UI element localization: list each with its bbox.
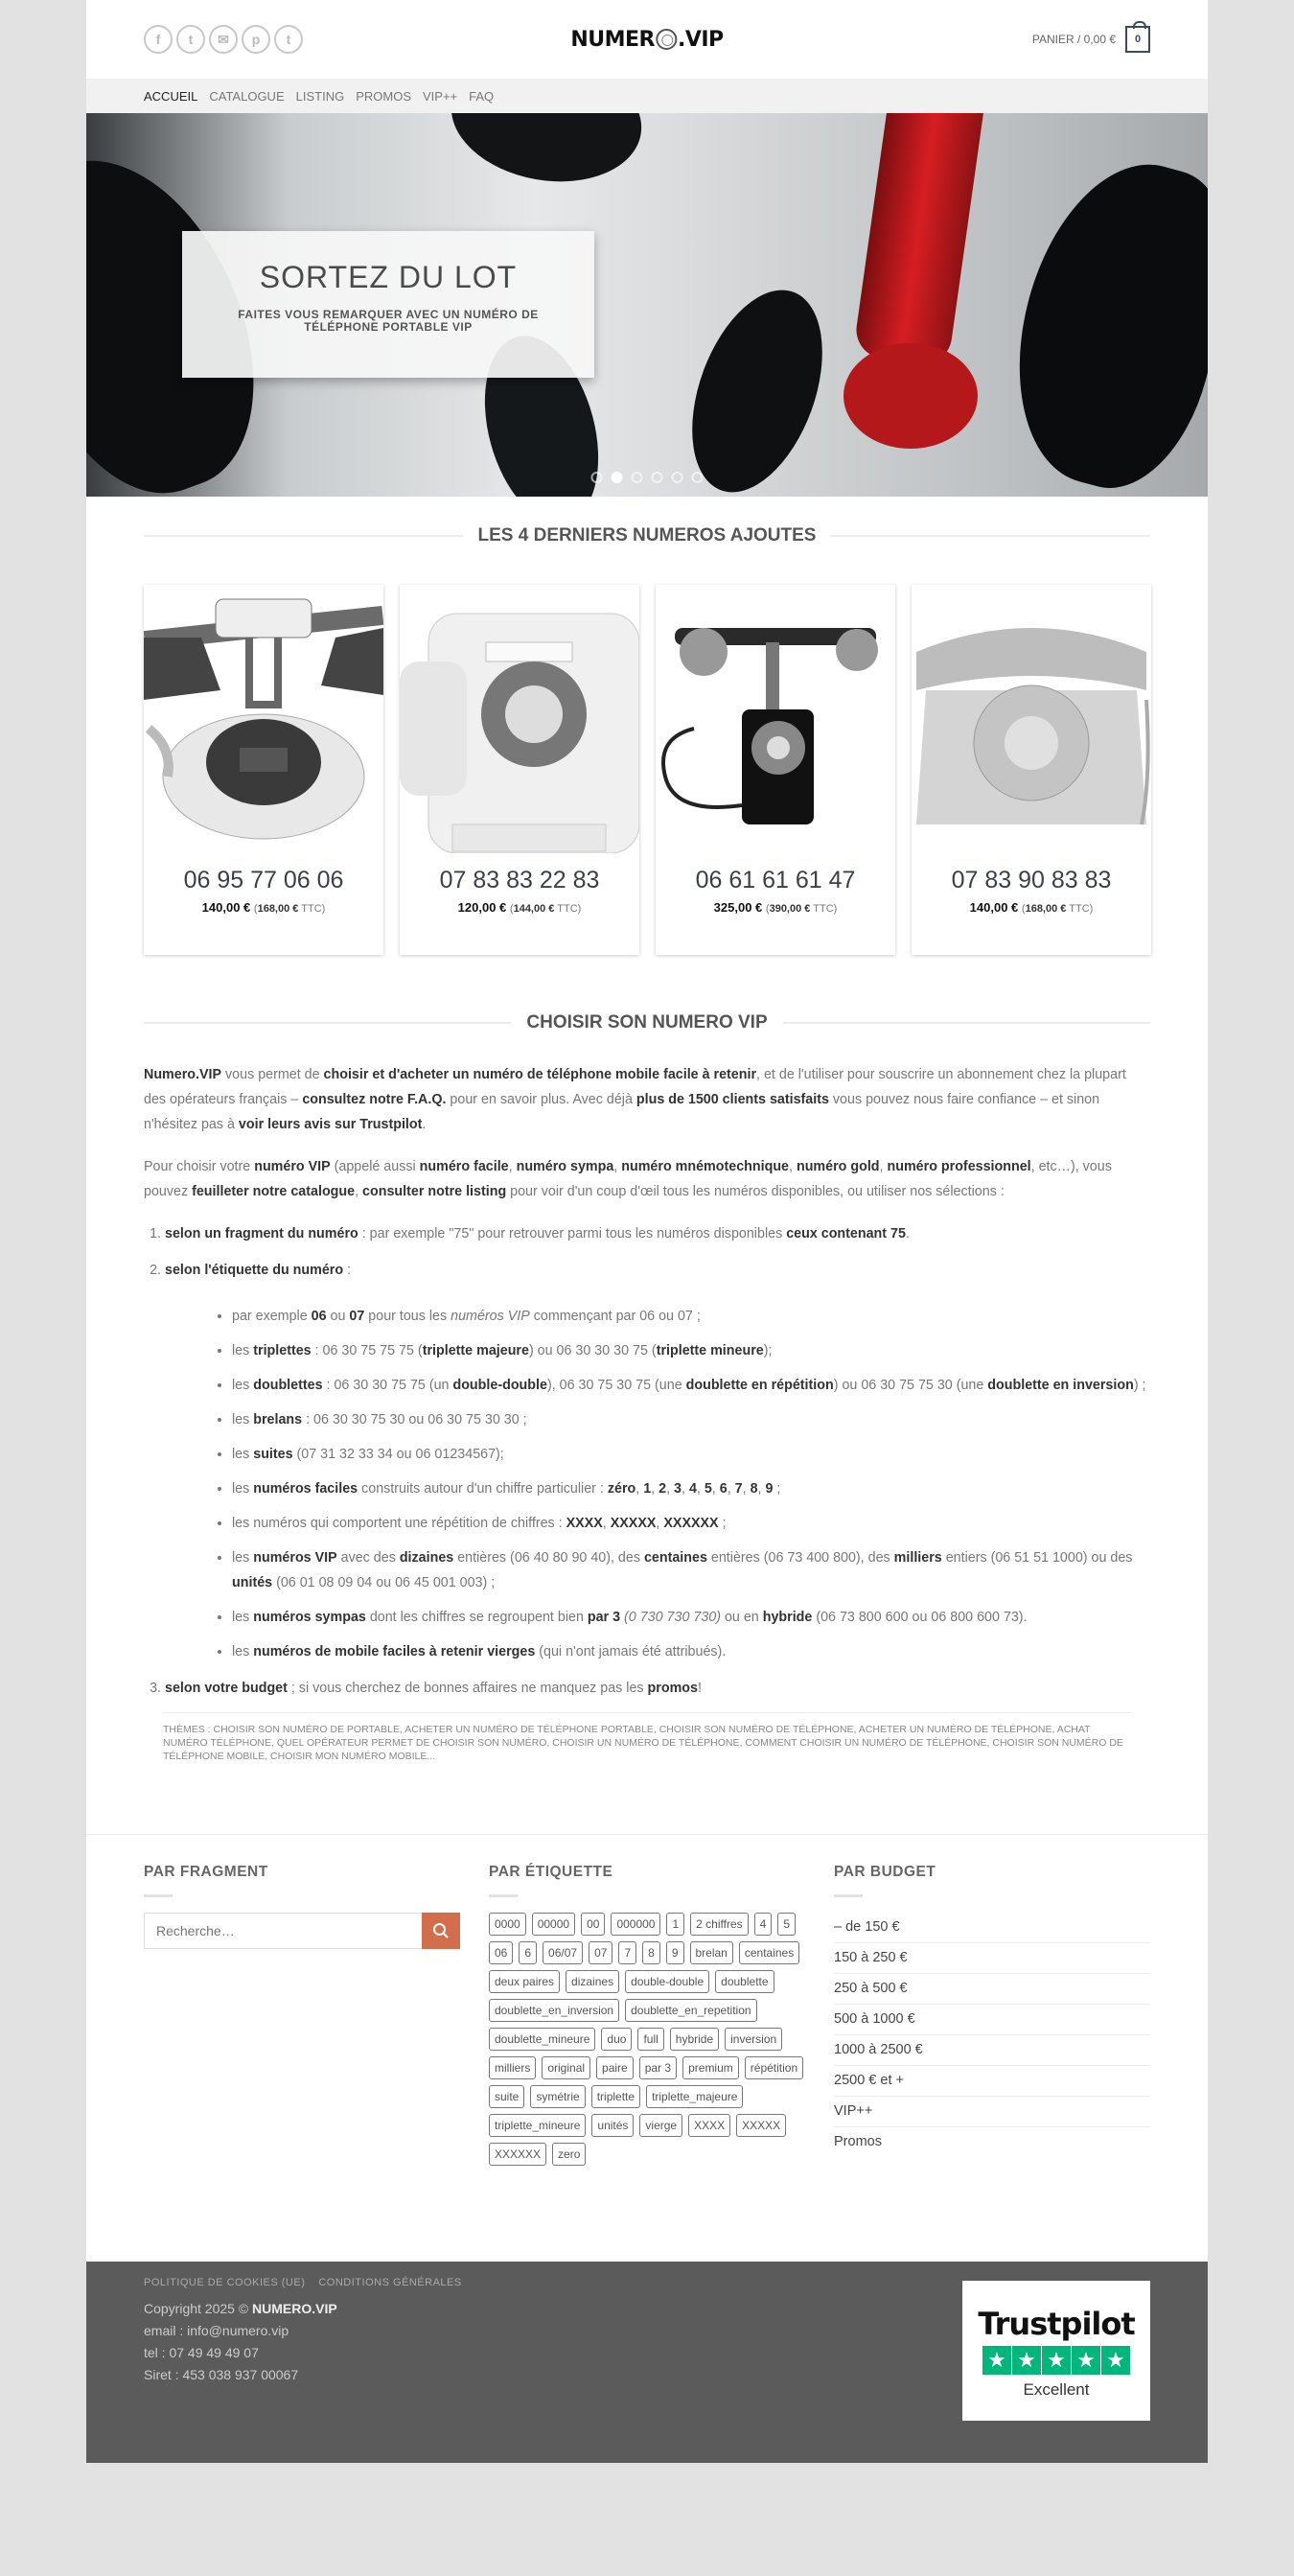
search-icon <box>432 1922 450 1939</box>
tag-link[interactable]: full <box>637 2028 663 2051</box>
tag-link[interactable]: inversion <box>725 2028 782 2051</box>
product-number[interactable]: 07 83 83 22 83 <box>439 867 600 893</box>
hero-phone-receiver <box>441 113 652 196</box>
tag-link[interactable]: doublette_mineure <box>489 2028 595 2051</box>
tag-link[interactable]: original <box>542 2056 590 2079</box>
emphasis-text: ceux contenant 75 <box>786 1226 906 1242</box>
footer-phone: tel : 07 49 49 49 07 <box>144 2345 259 2360</box>
nav-item-listing[interactable]: LISTING <box>295 88 345 104</box>
search-input[interactable] <box>144 1913 422 1949</box>
footer-widgets <box>86 1834 1208 2262</box>
selection-item-budget: 3. selon votre budget ; si vous cherchez de bonnes affaires ne manquez pas les promos! <box>165 1676 1150 1701</box>
trustpilot-badge[interactable] <box>962 2281 1150 2421</box>
tag-link[interactable]: unités <box>591 2114 634 2137</box>
tag-link[interactable]: deux paires <box>489 1970 560 1993</box>
tag-link[interactable]: 5 <box>777 1913 796 1936</box>
hero-red-receiver <box>843 343 978 449</box>
emphasis-text: feuilleter notre catalogue <box>192 1184 356 1199</box>
tag-link[interactable]: 06/07 <box>543 1941 583 1964</box>
widget-fragment <box>144 1864 460 2166</box>
tag-link[interactable]: triplette <box>591 2085 640 2108</box>
hero-phone-receiver <box>667 272 847 497</box>
tag-example-item: • les numéros de mobile faciles à retenir vierges (qui n'ont jamais été attribués). <box>232 1639 1150 1664</box>
divider <box>834 1894 863 1897</box>
tag-link[interactable]: 9 <box>666 1941 684 1964</box>
nav-item-vip[interactable]: VIP++ <box>423 88 458 104</box>
widget-budget <box>834 1864 1150 2166</box>
tag-link[interactable]: XXXX <box>688 2114 730 2137</box>
emphasis-text: unités <box>232 1575 273 1590</box>
tag-link[interactable]: premium <box>682 2056 739 2079</box>
facebook-icon[interactable]: f <box>144 25 173 54</box>
tag-link[interactable]: triplette_mineure <box>489 2114 586 2137</box>
tag-link[interactable]: hybride <box>670 2028 719 2051</box>
howto-paragraph: Pour choisir votre numéro VIP (appelé aussi numéro facile, numéro sympa, numéro mnémotechnique, numéro gold, numéro professionnel, etc…), vous pouvez feuilleter notre catalogue, consulter notre listing pour voir d'un coup d'œil tous les numéros disponibles, ou utiliser nos sélections : <box>144 1159 1112 1199</box>
emphasis-text: centaines <box>643 1550 707 1566</box>
product-card[interactable] <box>144 585 383 955</box>
slider-dot-active[interactable] <box>612 472 623 483</box>
product-price: 140,00 € (168,00 € TTC) <box>969 900 1094 915</box>
nav-item-catalogue[interactable]: CATALOGUE <box>209 88 285 104</box>
tag-link[interactable]: 0000 <box>489 1913 526 1936</box>
latest-heading: LES 4 DERNIERS NUMEROS AJOUTES <box>477 525 817 545</box>
hero-title: SORTEZ DU LOT <box>259 260 518 294</box>
tag-link[interactable]: doublette_en_inversion <box>489 1999 619 2022</box>
budget-link[interactable]: – de 150 € <box>834 1913 1150 1943</box>
email-icon[interactable]: ✉ <box>209 25 238 54</box>
emphasis-text: double-double <box>452 1378 547 1393</box>
tag-link[interactable]: XXXXX <box>736 2114 786 2137</box>
tag-link[interactable]: vierge <box>639 2114 682 2137</box>
emphasis-text: consultez notre F.A.Q. <box>302 1092 447 1107</box>
tag-example-item: • les numéros qui comportent une répétition de chiffres : XXXX, XXXXX, XXXXXX ; <box>232 1511 1150 1536</box>
tag-examples-list <box>232 1304 1150 1664</box>
tag-link[interactable]: paire <box>596 2056 634 2079</box>
emphasis-text: Numero.VIP <box>144 1067 222 1082</box>
hero-red-receiver <box>853 113 988 367</box>
emphasis-text: doublette en inversion <box>987 1378 1134 1393</box>
budget-link[interactable]: 500 à 1000 € <box>834 2005 1150 2035</box>
tag-example-item: • les suites (07 31 32 33 34 ou 06 01234567); <box>232 1442 1150 1467</box>
budget-link[interactable]: 150 à 250 € <box>834 1943 1150 1974</box>
footer-link-terms[interactable]: CONDITIONS GÉNÉRALES <box>318 2277 462 2288</box>
emphasis-text: triplettes <box>253 1343 312 1358</box>
product-card[interactable] <box>400 585 639 955</box>
tag-link[interactable]: répétition <box>745 2056 803 2079</box>
hero-slider[interactable] <box>86 113 1208 497</box>
emphasis-text: numéro professionnel <box>887 1159 1031 1174</box>
divider <box>144 1894 173 1897</box>
tag-example-item: • les triplettes : 06 30 75 75 75 (triplette majeure) ou 06 30 30 30 75 (triplette mineure); <box>232 1338 1150 1363</box>
emphasis-text: numéros VIP <box>451 1309 530 1324</box>
selection-list <box>165 1221 1150 1701</box>
rotary-dial-icon <box>656 29 677 50</box>
section-title-latest <box>144 525 1150 546</box>
emphasis-text: (0 730 730 730) <box>624 1610 721 1625</box>
site-footer <box>86 2262 1208 2463</box>
tag-link[interactable]: milliers <box>489 2056 536 2079</box>
hero-subtitle: FAITES VOUS REMARQUER AVEC UN NUMÉRO DE TÉLÉPHONE PORTABLE VIP <box>238 308 539 335</box>
trustpilot-rating: Excellent <box>1023 2380 1090 2399</box>
emphasis-text: 06 <box>311 1309 327 1324</box>
tag-link[interactable]: par 3 <box>639 2056 677 2079</box>
logo-text-left: NUMER <box>570 27 655 52</box>
tag-link[interactable]: 7 <box>618 1941 636 1964</box>
search-button[interactable] <box>422 1913 460 1949</box>
emphasis-text: 9 <box>765 1481 774 1497</box>
slider-dot[interactable] <box>632 472 643 483</box>
tag-link[interactable]: 1 <box>666 1913 684 1936</box>
emphasis-text: doublettes <box>253 1378 323 1393</box>
product-image-grey-rotary-phone <box>912 585 1151 853</box>
tag-example-item: • les numéros sympas dont les chiffres se regroupent bien par 3 (0 730 730 730) ou en hybride (06 73 800 600 ou 06 800 600 73). <box>232 1605 1150 1630</box>
product-image-white-rotary-phone <box>400 585 639 853</box>
tag-example-item: • par exemple 06 ou 07 pour tous les numéros VIP commençant par 06 ou 07 ; <box>232 1304 1150 1329</box>
tag-link[interactable]: 8 <box>642 1941 660 1964</box>
selection-item-fragment: 1. selon un fragment du numéro : par exemple "75" pour retrouver parmi tous les numéros disponibles ceux contenant 75. <box>165 1221 1150 1246</box>
emphasis-text: 07 <box>349 1309 365 1324</box>
emphasis-text: promos <box>647 1681 698 1696</box>
tag-link[interactable]: 000000 <box>611 1913 660 1936</box>
cart-button[interactable] <box>1032 26 1150 53</box>
site-logo[interactable] <box>570 28 723 52</box>
nav-item-faq[interactable]: FAQ <box>469 88 495 104</box>
tag-link[interactable]: 06 <box>489 1941 513 1964</box>
widget-title: PAR BUDGET <box>834 1864 936 1880</box>
emphasis-text: 1 <box>643 1481 652 1497</box>
cart-label: PANIER / 0,00 € <box>1031 33 1116 46</box>
cart-count-badge: 0 <box>1125 26 1150 53</box>
emphasis-text: vierges <box>487 1644 536 1659</box>
intro-paragraph: Numero.VIP vous permet de choisir et d'acheter un numéro de téléphone mobile facile à retenir, et de l'utiliser pour souscrire un abonnement chez la plupart des opérateurs français – consultez notre F.A.Q. pour en savoir plus. Avec déjà plus de 1500 clients satisfaits vous pouvez nous faire confiance – et sinon n'hésitez pas à voir leurs avis sur Trustpilot. <box>144 1067 1126 1132</box>
widget-tags <box>489 1864 805 2166</box>
tag-link[interactable]: duo <box>601 2028 632 2051</box>
tag-example-item: • les brelans : 06 30 30 75 30 ou 06 30 75 30 30 ; <box>232 1407 1150 1432</box>
budget-link[interactable]: 250 à 500 € <box>834 1974 1150 2005</box>
emphasis-text: hybride <box>762 1610 813 1625</box>
tag-example-item: • les numéros faciles construits autour d'un chiffre particulier : zéro, 1, 2, 3, 4, 5, 6, 7, 8, 9 ; <box>232 1476 1150 1501</box>
tag-link[interactable]: XXXXXX <box>489 2143 546 2166</box>
emphasis-text: 5 <box>704 1481 712 1497</box>
emphasis-text: 3 <box>674 1481 682 1497</box>
product-number[interactable]: 07 83 90 83 83 <box>951 867 1112 893</box>
budget-link[interactable]: Promos <box>834 2134 882 2149</box>
tag-link[interactable]: suite <box>489 2085 524 2108</box>
product-grid <box>144 585 1150 955</box>
slider-dot[interactable] <box>692 472 704 483</box>
tag-link[interactable]: 00 <box>581 1913 605 1936</box>
nav-item-promos[interactable]: PROMOS <box>356 88 411 104</box>
tag-link[interactable]: 6 <box>519 1941 537 1964</box>
emphasis-text: suites <box>253 1447 293 1462</box>
emphasis-text: numéro facile <box>419 1159 509 1174</box>
product-image-antique-phone <box>144 585 383 853</box>
emphasis-text: numéros sympas <box>253 1610 366 1625</box>
emphasis-text: 4 <box>688 1481 697 1497</box>
emphasis-text: selon votre budget <box>165 1681 288 1696</box>
emphasis-text: dizaines <box>399 1550 454 1566</box>
product-number[interactable]: 06 95 77 06 06 <box>183 867 344 893</box>
logo-text-right: .VIP <box>677 27 724 52</box>
tag-link[interactable]: 00000 <box>532 1913 575 1936</box>
selection-item-tag: 2. selon l'étiquette du numéro : • par exemple 06 ou 07 pour tous les numéros VIP commençant par 06 ou 07 ; • les triplettes : 06 30 75 75 75 (triplette majeure) ou 06 30 30 30 75 (triplette mineure); • les doublettes : 06 30 30 75 75 (un double-double), 06 30 75 30 75 (une doublette en répétition) ou 06 30 75 75 30 (une doublette en inversion) ; • les brelans : 06 30 30 75 30 ou 06 30 75 30 30 ; • les suites (07 31 32 33 34 ou 06 01234567); • les numéros faciles construits autour d'un chiffre particulier : zéro, 1, 2, 3, 4, 5, 6, 7, 8, 9 ; • les numéros qui comportent une répétition de chiffres : XXXX, XXXXX, XXXXXX ; • les numéros VIP avec des dizaines entières (06 40 80 90 40), des centaines entières (06 73 400 800), des milliers entiers (06 51 51 1000) ou des unités (06 01 08 09 04 ou 06 45 001 003) ; • les numéros sympas dont les chiffres se regroupent bien par 3 (0 730 730 730) ou en hybride (06 73 800 600 ou 06 800 600 73). • les numéros de mobile faciles à retenir vierges (qui n'ont jamais été attribués). <box>165 1258 1150 1664</box>
divider <box>489 1894 518 1897</box>
product-number[interactable]: 06 61 61 61 47 <box>695 867 856 893</box>
emphasis-text: doublette en répétition <box>685 1378 834 1393</box>
emphasis-text: voir leurs avis sur Trustpilot <box>238 1117 423 1132</box>
emphasis-text: numéro sympa <box>516 1159 614 1174</box>
emphasis-text: selon un fragment du numéro <box>165 1226 358 1242</box>
slider-dot[interactable] <box>652 472 663 483</box>
star-icon: ★ <box>1012 2346 1041 2375</box>
star-icon: ★ <box>1042 2346 1071 2375</box>
emphasis-text: numéro mnémotechnique <box>621 1159 790 1174</box>
emphasis-text: numéro gold <box>796 1159 880 1174</box>
choose-section <box>86 955 1208 1763</box>
emphasis-text: choisir et d'acheter un numéro de téléphone mobile facile à retenir <box>323 1067 757 1082</box>
emphasis-text: XXXX <box>566 1516 603 1531</box>
emphasis-text: par 3 <box>587 1610 621 1625</box>
emphasis-text: XXXXXX <box>663 1516 719 1531</box>
emphasis-text: milliers <box>893 1550 942 1566</box>
product-price: 120,00 € (144,00 € TTC) <box>457 900 582 915</box>
emphasis-text: XXXXX <box>610 1516 657 1531</box>
emphasis-text: 7 <box>734 1481 743 1497</box>
product-price: 325,00 € (390,00 € TTC) <box>713 900 838 915</box>
tag-link[interactable]: 2 chiffres <box>690 1913 748 1936</box>
product-card[interactable] <box>912 585 1151 955</box>
emphasis-text: zéro <box>607 1481 636 1497</box>
tag-link[interactable]: dizaines <box>566 1970 619 1993</box>
star-icon: ★ <box>1101 2346 1130 2375</box>
product-card[interactable] <box>656 585 895 955</box>
slider-dot[interactable] <box>672 472 683 483</box>
slider-dots <box>591 472 704 483</box>
tag-link[interactable]: brelan <box>690 1941 733 1964</box>
copyright: Copyright 2025 © NUMERO.VIP <box>144 2301 337 2316</box>
emphasis-text: 8 <box>750 1481 758 1497</box>
trustpilot-logo: Trustpilot <box>978 2306 1135 2342</box>
emphasis-text: 6 <box>719 1481 728 1497</box>
product-price: 140,00 € (168,00 € TTC) <box>201 900 326 915</box>
tag-link[interactable]: 07 <box>589 1941 612 1964</box>
page <box>86 0 1208 2463</box>
budget-link[interactable]: 1000 à 2500 € <box>834 2035 1150 2066</box>
emphasis-text: numéros VIP <box>253 1550 337 1566</box>
nav-item-accueil[interactable]: ACCUEIL <box>144 88 198 104</box>
emphasis-text: numéro VIP <box>254 1159 331 1174</box>
tag-link[interactable]: zero <box>552 2143 586 2166</box>
emphasis-text: 2 <box>659 1481 667 1497</box>
emphasis-text: numéros de mobile faciles à retenir <box>253 1644 484 1659</box>
footer-email: email : info@numero.vip <box>144 2323 289 2338</box>
tag-example-item: • les numéros VIP avec des dizaines entières (06 40 80 90 40), des centaines entières (06 73 400 800), des milliers entiers (06 51 51 1000) ou des unités (06 01 08 09 04 ou 06 45 001 003) ; <box>232 1545 1150 1595</box>
star-icon: ★ <box>1072 2346 1100 2375</box>
emphasis-text: triplette majeure <box>422 1343 529 1358</box>
tag-link[interactable]: symétrie <box>530 2085 585 2108</box>
tag-link[interactable]: doublette <box>715 1970 774 1993</box>
budget-link[interactable]: VIP++ <box>834 2097 1150 2127</box>
themes-tags: THÈMES : CHOISIR SON NUMÉRO DE PORTABLE, ACHETER UN NUMÉRO DE TÉLÉPHONE PORTABLE, CHOISIR SON NUMÉRO DE TÉLÉPHONE, ACHETER UN NUMÉRO DE TÉLÉPHONE, ACHAT NUMÉRO TÉLÉPHONE, QUEL OPÉRATEUR PERMET DE CHOISIR SON NUMÉRO, CHOISIR UN NUMÉRO DE TÉLÉPHONE, COMMENT CHOISIR UN NUMÉRO DE TÉLÉPHONE, CHOISIR SON NUMÉRO DE TÉLÉPHONE MOBILE, CHOISIR MON NUMÉRO MOBILE... <box>163 1712 1131 1763</box>
tag-link[interactable]: triplette_majeure <box>646 2085 743 2108</box>
emphasis-text: consulter notre listing <box>362 1184 507 1199</box>
pinterest-icon[interactable]: p <box>242 25 270 54</box>
tag-link[interactable]: 4 <box>754 1913 773 1936</box>
trustpilot-stars <box>962 2346 1150 2375</box>
tag-example-item: • les doublettes : 06 30 30 75 75 (un double-double), 06 30 75 30 75 (une doublette en répétition) ou 06 30 75 75 30 (une doublette en inversion) ; <box>232 1373 1150 1398</box>
tag-link[interactable]: double-double <box>625 1970 709 1993</box>
widget-title: PAR ÉTIQUETTE <box>489 1864 613 1880</box>
choose-heading: CHOISIR SON NUMERO VIP <box>526 1012 768 1033</box>
star-icon: ★ <box>982 2346 1011 2375</box>
footer-link-cookies[interactable]: POLITIQUE DE COOKIES (UE) <box>144 2277 306 2288</box>
hero-phone-receiver <box>986 142 1208 497</box>
tag-link[interactable]: doublette_en_repetition <box>625 1999 756 2022</box>
twitter-icon[interactable]: t <box>176 25 205 54</box>
site-header <box>86 0 1208 113</box>
footer-siret: Siret : 453 038 937 00067 <box>144 2367 299 2382</box>
main-nav <box>86 79 1208 113</box>
tag-cloud <box>489 1913 805 2166</box>
section-title-choose <box>144 1012 1150 1033</box>
tumblr-icon[interactable]: t <box>274 25 303 54</box>
tag-link[interactable]: centaines <box>739 1941 799 1964</box>
search-form <box>144 1913 460 1949</box>
budget-link[interactable]: 2500 € et + <box>834 2066 1150 2097</box>
emphasis-text: plus de 1500 clients satisfaits <box>635 1092 829 1107</box>
social-links <box>144 25 303 54</box>
emphasis-text: brelans <box>253 1412 303 1427</box>
slider-dot[interactable] <box>591 472 603 483</box>
latest-numbers-section <box>86 497 1208 955</box>
emphasis-text: numéros faciles <box>253 1481 358 1497</box>
emphasis-text: triplette mineure <box>656 1343 764 1358</box>
choose-content <box>144 1062 1150 1763</box>
widget-title: PAR FRAGMENT <box>144 1864 268 1880</box>
product-image-black-candlestick-phone <box>656 585 895 853</box>
emphasis-text: selon l'étiquette du numéro <box>165 1263 344 1278</box>
hero-caption <box>182 231 594 378</box>
